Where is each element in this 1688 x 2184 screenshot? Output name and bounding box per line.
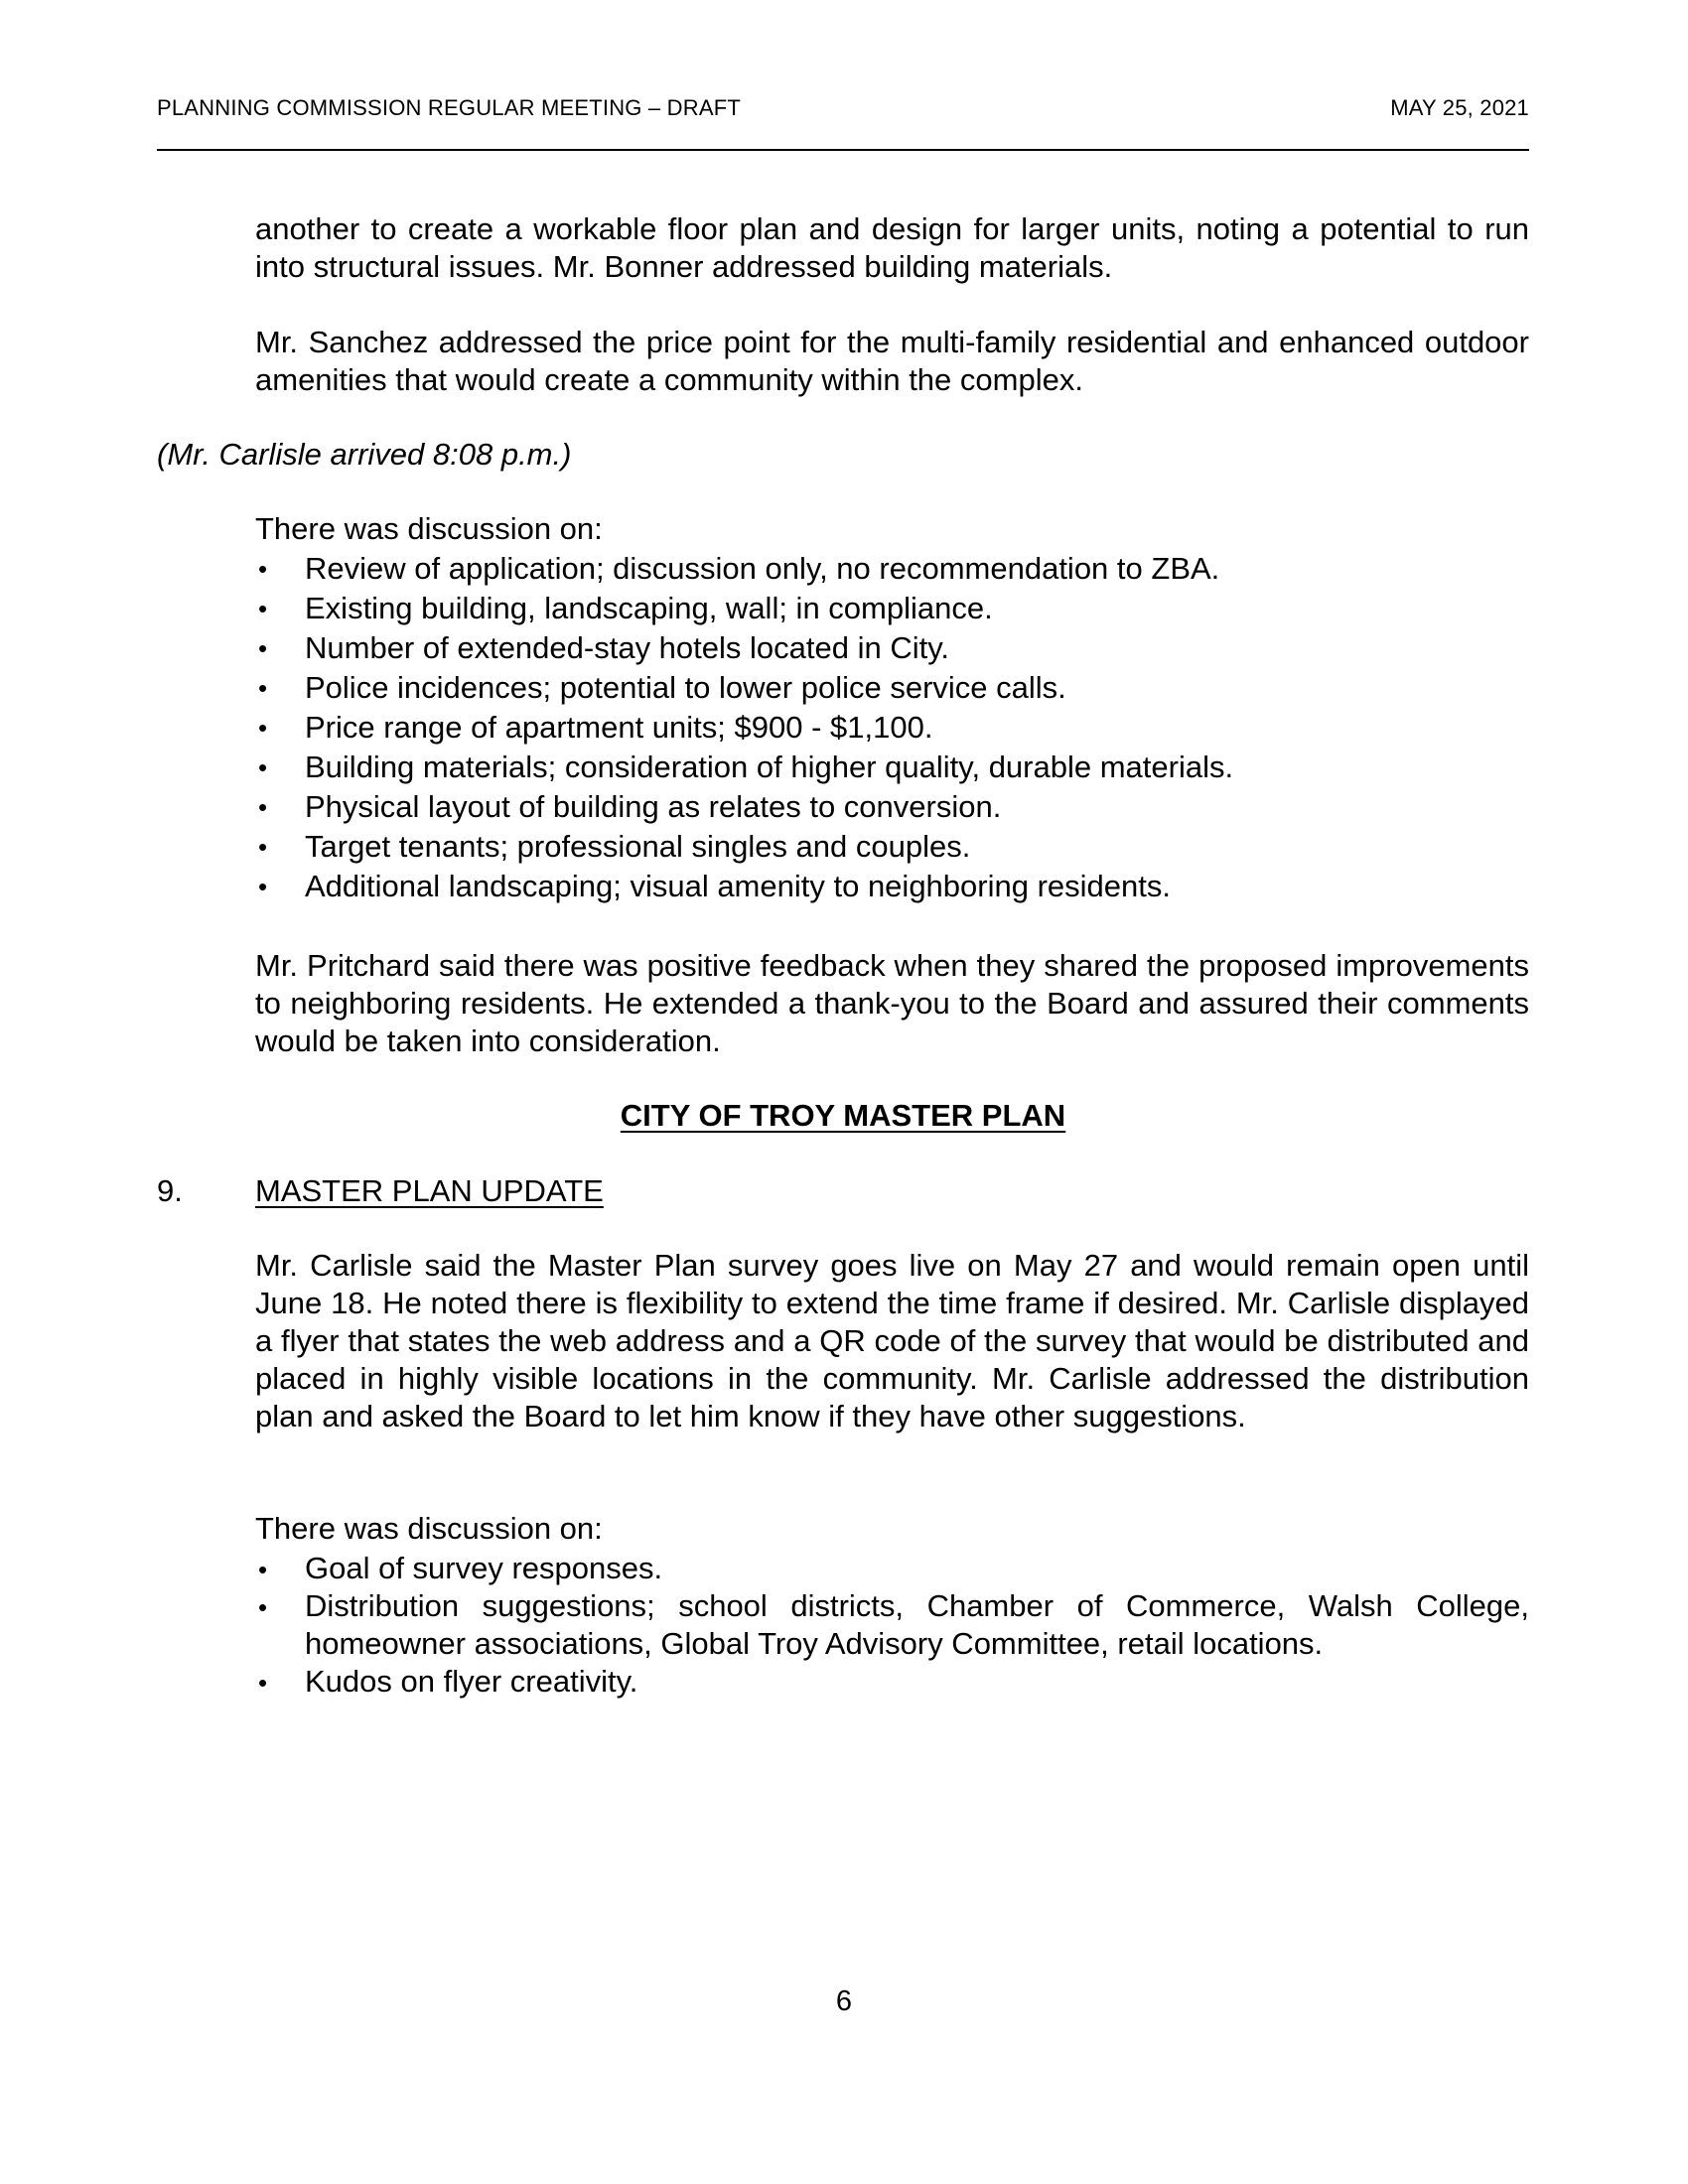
list-item: • Physical layout of building as relates to conversion. — [255, 787, 1529, 827]
bullet-icon: • — [258, 633, 268, 663]
header-date: MAY 25, 2021 — [1390, 95, 1529, 120]
section-heading — [157, 1097, 1529, 1135]
discussion-intro-1: There was discussion on: — [255, 511, 603, 546]
list-item: • Existing building, landscaping, wall; in compliance. — [255, 589, 1529, 628]
bullet-icon: • — [258, 752, 268, 782]
page-number: 6 — [835, 1985, 853, 2017]
bullet-icon: • — [258, 713, 268, 743]
paragraph-structural-issues: another to create a workable floor plan and design for larger units, noting a potential to run into structural issues. Mr. Bonner addressed building materials. — [255, 211, 1529, 284]
bullet-icon: • — [258, 832, 268, 862]
list-item: • Number of extended-stay hotels located in City. — [255, 628, 1529, 668]
paragraph-sanchez: Mr. Sanchez addressed the price point for the multi-family residential and enhanced outdoor amenities that would create a community within the complex. — [255, 325, 1529, 397]
bullet-icon: • — [258, 872, 268, 901]
list-item: • Distribution suggestions; school districts, Chamber of Commerce, Walsh College, homeowner associations, Global Troy Advisory Committee, retail locations. — [258, 1588, 1529, 1661]
header-title: PLANNING COMMISSION REGULAR MEETING – DRAFT — [157, 95, 742, 120]
agenda-item-number: 9. — [157, 1173, 183, 1208]
list-item: • Review of application; discussion only, no recommendation to ZBA. — [255, 549, 1529, 589]
list-item: • Building materials; consideration of higher quality, durable materials. — [255, 748, 1529, 787]
bullet-icon: • — [258, 1555, 268, 1584]
list-item: • Price range of apartment units; $900 - $1,100. — [255, 708, 1529, 748]
bullet-icon: • — [258, 594, 268, 623]
page-header — [157, 95, 1529, 125]
bullet-icon: • — [258, 1592, 268, 1622]
bullet-icon: • — [258, 792, 268, 822]
list-item: • Police incidences; potential to lower police service calls. — [255, 668, 1529, 708]
discussion-list-2 — [255, 1550, 1529, 1701]
agenda-item-title: MASTER PLAN UPDATE — [255, 1173, 604, 1208]
section-heading-text: CITY OF TROY MASTER PLAN — [620, 1098, 1066, 1133]
paragraph-master-plan-survey: Mr. Carlisle said the Master Plan survey goes live on May 27 and would remain open until June 18. He noted there is flexibility to extend the time frame if desired. Mr. Carlisle displayed a flyer that states the web address and a QR code of the survey that would be distributed and placed in highly visible locations in the community. Mr. Carlisle addressed the distribution plan and asked the Board to let him know if they have other suggestions. — [255, 1248, 1529, 1433]
paragraph-pritchard: Mr. Pritchard said there was positive feedback when they shared the proposed improvements to neighboring residents. He extended a thank-you to the Board and assured their comments would be taken into consideration. — [255, 948, 1529, 1058]
bullet-icon: • — [258, 673, 268, 703]
list-item: • Target tenants; professional singles and couples. — [255, 827, 1529, 867]
discussion-list-1 — [255, 549, 1529, 906]
list-item: • Additional landscaping; visual amenity to neighboring residents. — [255, 867, 1529, 906]
arrival-note: (Mr. Carlisle arrived 8:08 p.m.) — [157, 437, 572, 472]
header-divider — [157, 149, 1529, 151]
discussion-intro-2: There was discussion on: — [255, 1511, 603, 1546]
bullet-icon: • — [258, 1668, 268, 1698]
list-item: • Goal of survey responses. — [255, 1550, 1529, 1587]
list-item: • Kudos on flyer creativity. — [255, 1663, 1529, 1701]
bullet-icon: • — [258, 554, 268, 584]
